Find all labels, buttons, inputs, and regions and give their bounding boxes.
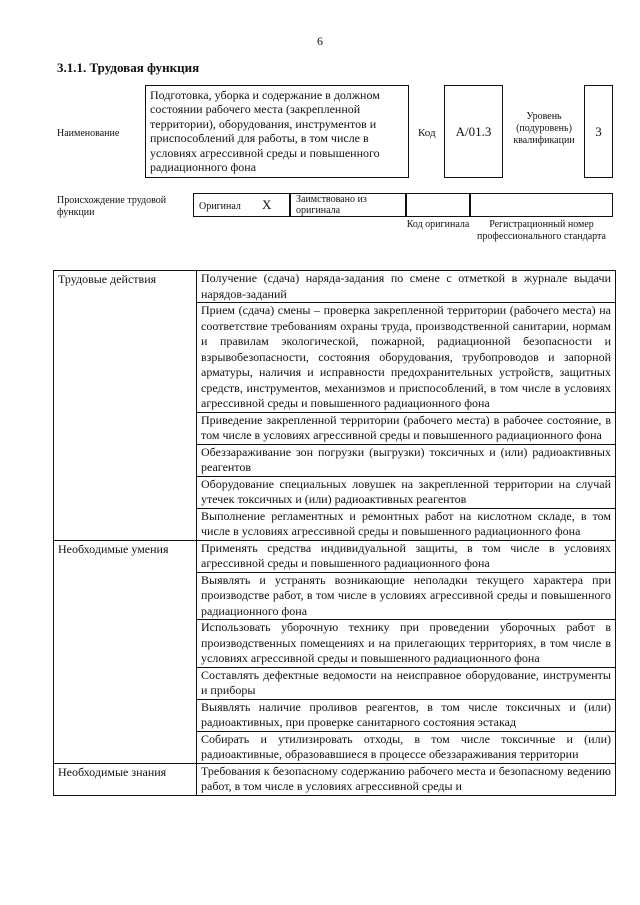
reg-number-label: Регистрационный номер профессионального стандарта: [477, 219, 606, 242]
actions-category: Трудовые действия: [54, 271, 197, 541]
table-row: [54, 271, 616, 303]
skill-item: Выявлять наличие проливов реагентов, в том числе токсичных и (или) радиоактивных, при проверке санитарного состояния эстакад: [197, 699, 616, 731]
level-value-box: 3: [584, 85, 613, 178]
origin-label: Происхождение трудовой функции: [57, 195, 167, 218]
page-number: 6: [317, 34, 323, 48]
code-original-label: Код оригинала: [406, 219, 470, 230]
skills-category: Необходимые умения: [54, 540, 197, 763]
original-label: Оригинал: [199, 201, 241, 212]
action-item: Обеззараживание зон погрузки (выгрузки) токсичных и (или) радиоактивных реагентов: [197, 444, 616, 476]
table-row: [54, 540, 616, 572]
skill-item: Применять средства индивидуальной защиты, в том числе в условиях агрессивной среды и повышенного радиационного фона: [197, 540, 616, 572]
section-title: 3.1.1. Трудовая функция: [57, 60, 200, 75]
original-mark: X: [262, 197, 272, 212]
borrowed-cell: [290, 193, 406, 217]
reg-number-cell: [470, 193, 613, 217]
action-item: Приведение закрепленной территории (рабочего места) в рабочее состояние, в том числе в условиях агрессивной среды и повышенного радиационного фона: [197, 412, 616, 444]
name-label: Наименование: [57, 128, 120, 139]
action-item: Выполнение регламентных и ремонтных работ на кислотном складе, в том числе в условиях агрессивной среды и повышенного радиационного фона: [197, 508, 616, 540]
function-details-table: [53, 270, 616, 796]
table-row: [54, 763, 616, 795]
skill-item: Составлять дефектные ведомости на неисправное оборудование, инструменты и приборы: [197, 667, 616, 699]
code-value-box: A/01.3: [444, 85, 503, 178]
function-name-box: Подготовка, уборка и содержание в должном состоянии рабочего места (закрепленной территории), оборудования, инструментов и приспособлений для работы, в том числе в условиях агрессивной среды и повышенного радиационного фона: [145, 85, 409, 178]
code-original-cell: [406, 193, 470, 217]
skill-item: Использовать уборочную технику при проведении уборочных работ в производственных помещениях и на прилегающих территориях, в том числе в условиях агрессивной среды и повышенного радиационного фона: [197, 620, 616, 668]
code-label: Код: [418, 127, 436, 139]
action-item: Прием (сдача) смены – проверка закрепленной территории (рабочего места) на соответствие требованиям охраны труда, производственной санитарии, нормам и правилам экологической, пожарной, радиационной безопасности и взрывобезопасности, состояния оборудования, трубопроводов и запорной арматуры, наличия и исправности предохранительных устройств, защитных средств, инструментов, механизмов и приспособлений, в том числе в условиях агрессивной среды и повышенного радиационного фона: [197, 303, 616, 413]
action-item: Получение (сдача) наряда-задания по смене с отметкой в журнале выдачи нарядов-заданий: [197, 271, 616, 303]
borrowed-label: Заимствовано из оригинала: [296, 194, 367, 216]
knowledge-item: Требования к безопасному содержанию рабочего места и безопасному ведению работ, в том числе в условиях агрессивной среды и: [197, 763, 616, 795]
skill-item: Собирать и утилизировать отходы, в том числе токсичные и (или) радиоактивные, образовавшиеся в процессе обеззараживания территории: [197, 731, 616, 763]
original-cell: [193, 193, 290, 217]
level-label: Уровень (подуровень) квалификации: [513, 111, 575, 146]
skill-item: Выявлять и устранять возникающие неполадки текущего характера при производстве работ, в том числе в условиях агрессивной среды и повышенного радиационного фона: [197, 572, 616, 620]
action-item: Оборудование специальных ловушек на закрепленной территории на случай утечек токсичных и (или) радиоактивных реагентов: [197, 476, 616, 508]
knowledge-category: Необходимые знания: [54, 763, 197, 795]
